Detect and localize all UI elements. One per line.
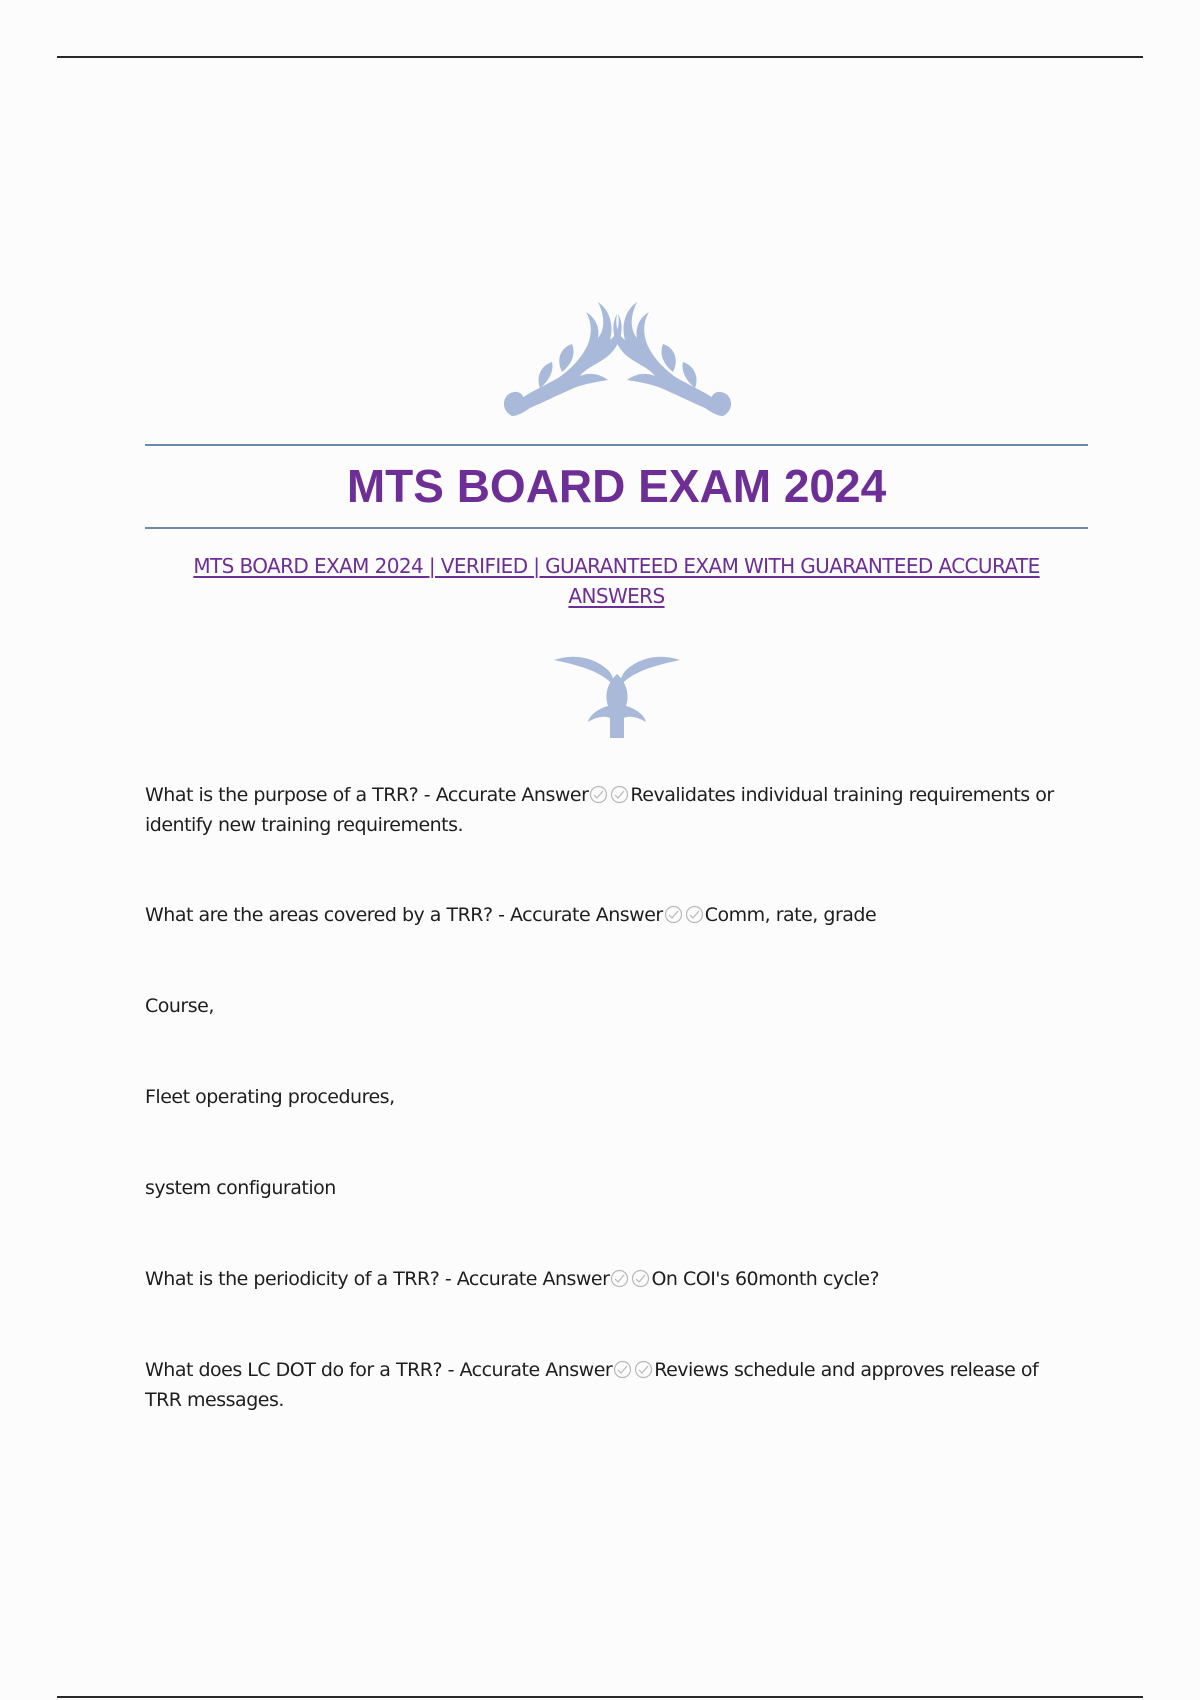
double-check-icon	[685, 905, 704, 924]
question-text: What are the areas covered by a TRR? - Accurate Answer	[145, 904, 663, 926]
question-text: What does LC DOT do for a TRR? - Accurate Answer	[145, 1359, 613, 1381]
double-check-icon	[664, 905, 683, 924]
double-check-icon	[589, 785, 608, 804]
page-bottom-rule	[57, 1696, 1143, 1698]
double-check-icon	[610, 785, 629, 804]
double-check-icon	[631, 1269, 650, 1288]
qa-item-1	[145, 780, 1075, 840]
title-top-rule	[145, 444, 1088, 446]
double-check-icon	[634, 1360, 653, 1379]
qa-item-2	[145, 900, 1075, 930]
answer-text: Comm, rate, grade	[704, 904, 877, 926]
answer-continuation: Fleet operating procedures,	[145, 1086, 395, 1108]
double-check-icon	[613, 1360, 632, 1379]
qa-item-3	[145, 1264, 1075, 1294]
question-text: What is the periodicity of a TRR? - Accurate Answer	[145, 1268, 610, 1290]
document-title: MTS BOARD EXAM 2024	[346, 460, 887, 512]
double-check-icon	[610, 1269, 629, 1288]
question-text: What is the purpose of a TRR? - Accurate Answer	[145, 784, 589, 806]
title-bottom-rule	[145, 527, 1088, 529]
answer-continuation: Course,	[145, 995, 214, 1017]
page-top-rule	[57, 56, 1143, 58]
answer-text: Revalidates individual training requirements or identify new training requirements.	[145, 784, 1054, 836]
document-subtitle-link[interactable]: MTS BOARD EXAM 2024 | VERIFIED | GUARANTEED EXAM WITH GUARANTEED ACCURATE ANSWERS	[193, 554, 1040, 608]
answer-continuation: system configuration	[145, 1177, 336, 1199]
floral-ornament-icon	[500, 298, 735, 423]
qa-item-4	[145, 1355, 1075, 1415]
leaf-ornament-icon	[552, 652, 682, 740]
answer-text: On COI's 60month cycle?	[651, 1268, 880, 1290]
answer-text: Reviews schedule and approves release of TRR messages.	[145, 1359, 1039, 1411]
